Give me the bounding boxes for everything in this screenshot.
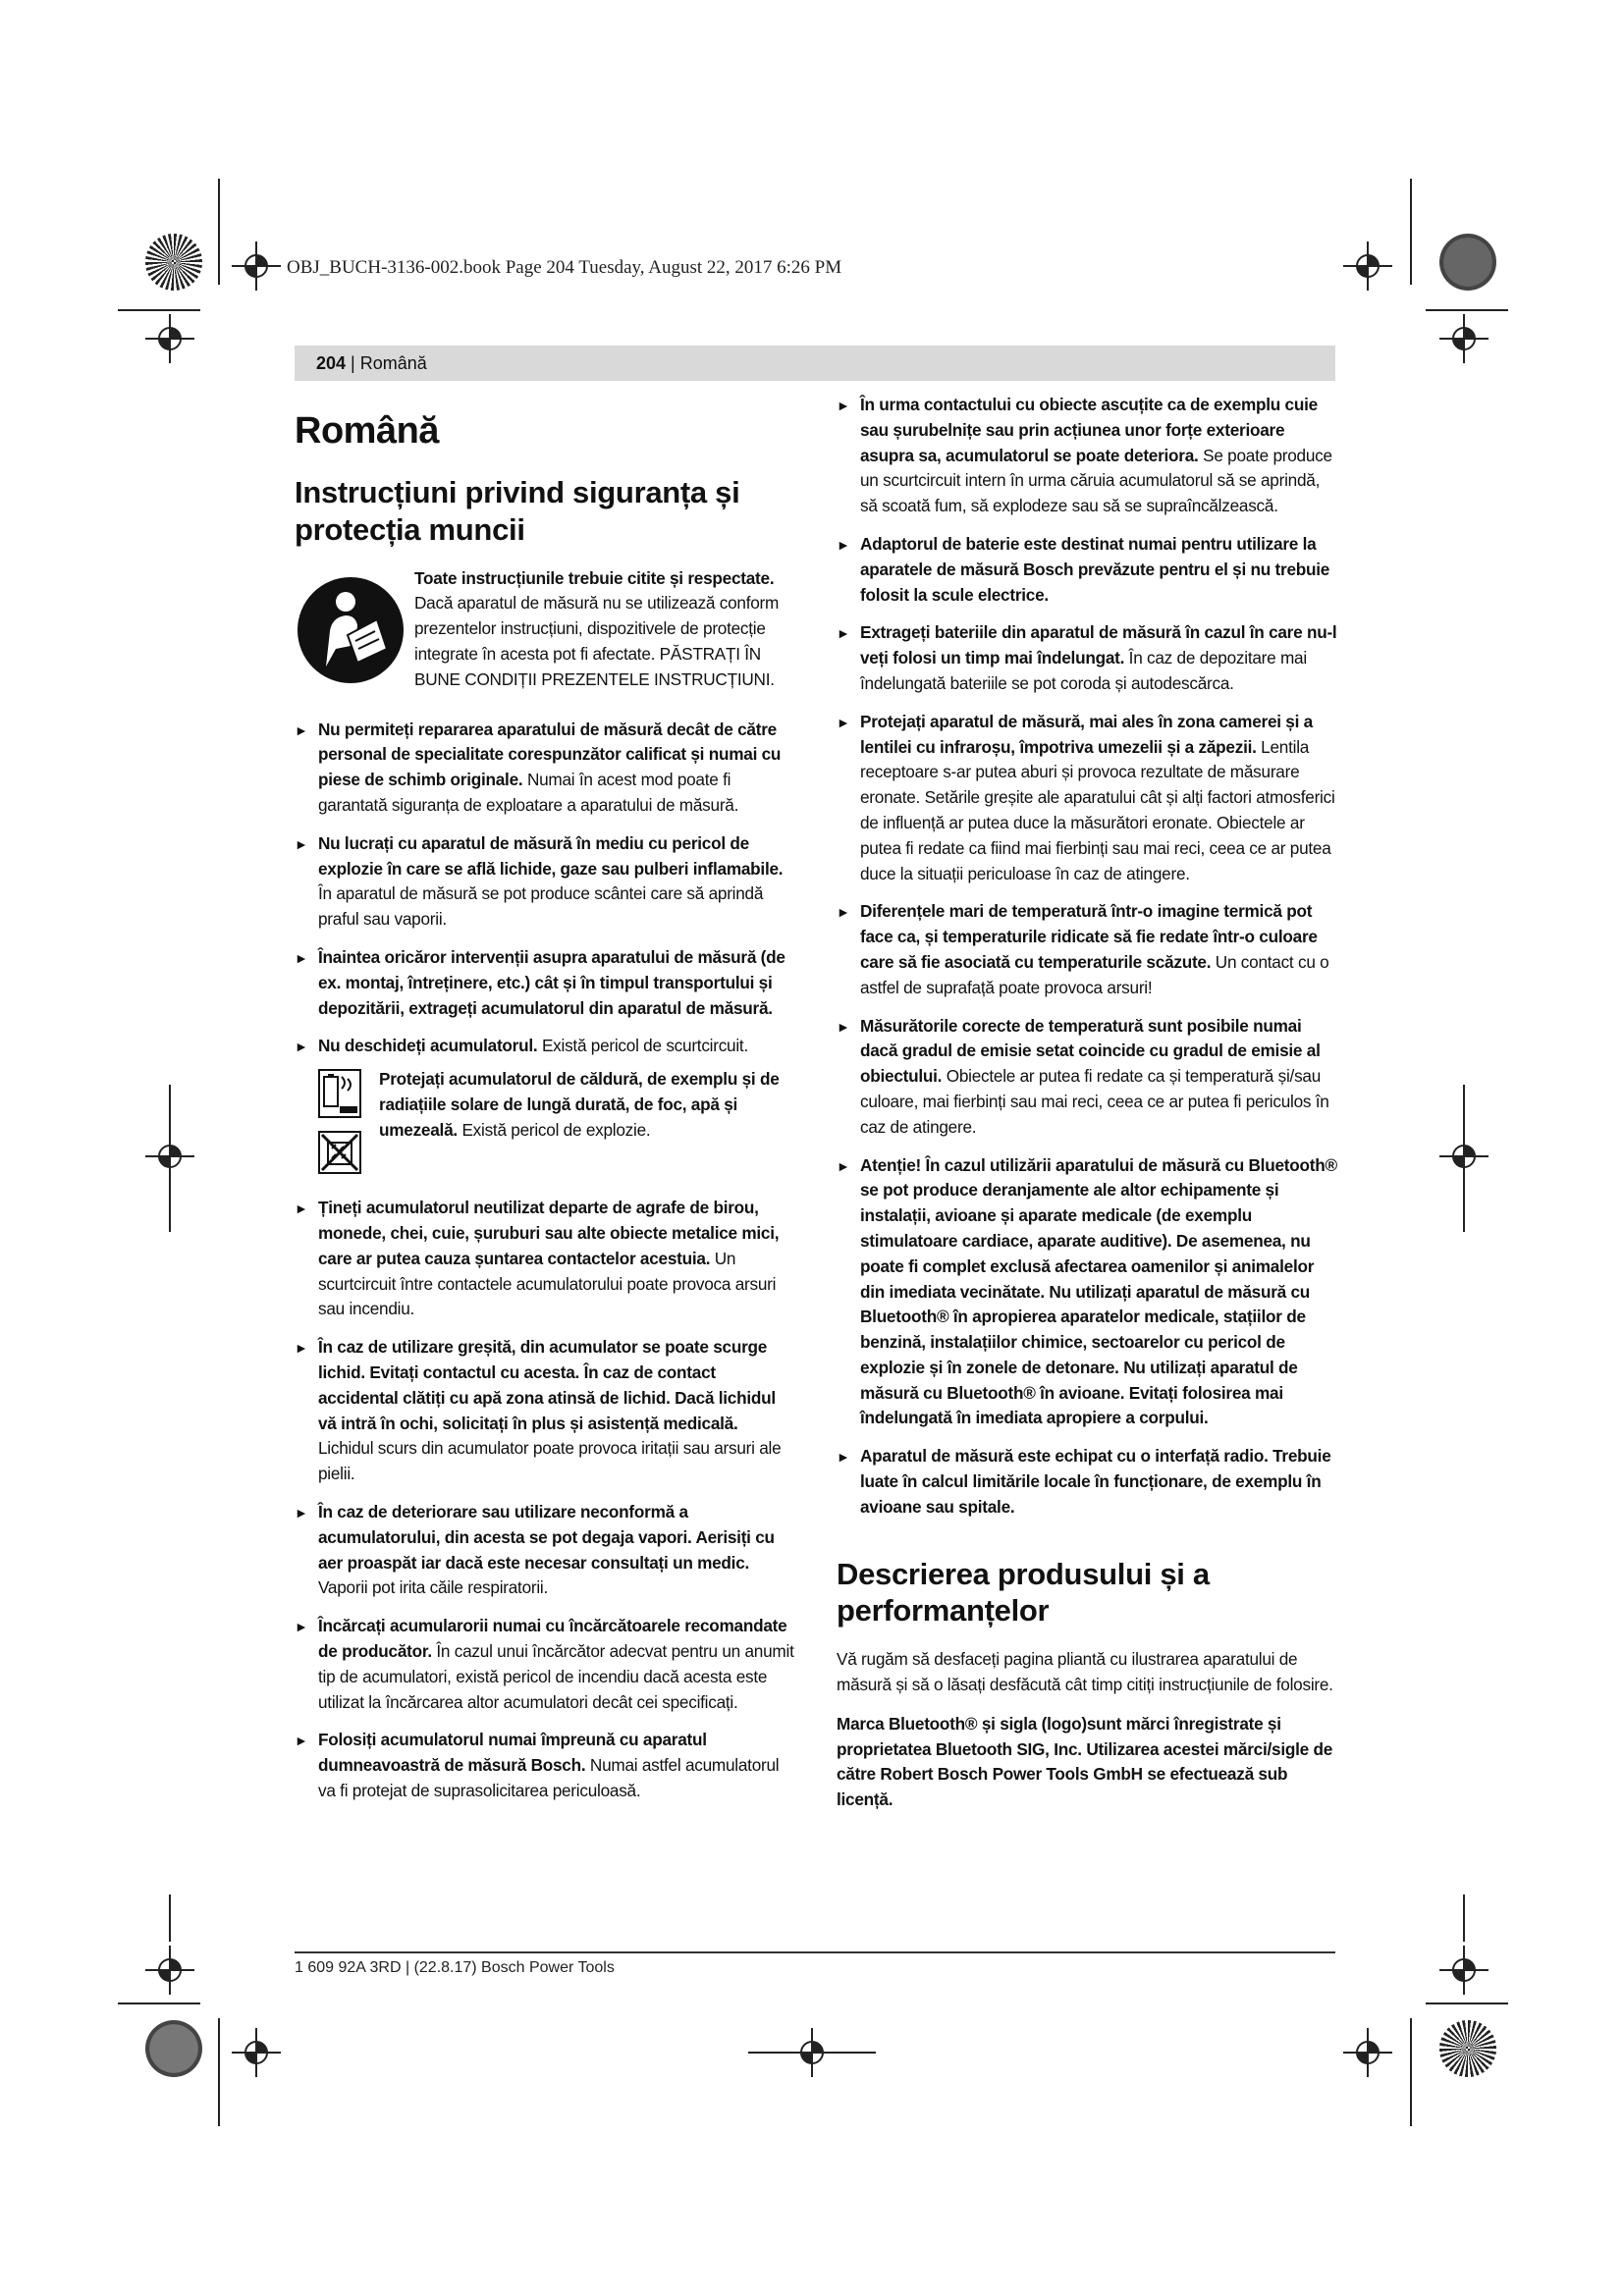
list-item: ► Diferențele mari de temperatură într-o imagine termică pot face ca, și temperaturile ridicate să fie redate într-o culoare care să fie asociată cu temperaturile scăzute. Un contact cu o astfel de suprafață poate provoca arsuri! (837, 901, 1329, 997)
left-column (295, 391, 795, 1817)
bullet-arrow-icon: ► (295, 1340, 308, 1357)
bullet-arrow-icon: ► (295, 835, 308, 852)
battery-warning-text: Protejați acumulatorul de căldură, de exemplu și de radiațiile solare de lungă durată, de foc, apă și umezeală. Există pericol de explozie. (379, 1069, 780, 1140)
header-separator: | (346, 353, 360, 373)
list-item: ► Extrageți bateriile din aparatul de măsură în cazul în care nu-l veți folosi un timp mai îndelungat. În caz de depozitare mai îndelungată bateriile se pot coroda și autodescărca. (837, 622, 1337, 693)
intro-bold: Toate instrucțiunile trebuie citite și respectate. (414, 567, 775, 588)
battery-heat-warning (318, 1067, 795, 1183)
list-item: ► Înaintea oricăror intervenții asupra aparatului de măsură (de ex. montaj, întreținere, etc.) cât și în timpul transportului și depozitării, extrageți acumulatorul din aparatul de măsură. (295, 947, 785, 1018)
registration-mark-right-lower (1439, 1946, 1489, 1995)
list-item: ► Folosiți acumulatorul numai împreună cu aparatul dumneavoastră de măsură Bosch. Numai astfel acumulatorul va fi protejat de suprasolicitarea periculoasă. (295, 1730, 780, 1800)
registration-mark-bottom-left (232, 2028, 281, 2077)
bullet-arrow-icon: ► (837, 398, 850, 413)
battery-heat-icon (318, 1069, 361, 1118)
bullet-arrow-icon: ► (837, 904, 850, 921)
bullet-arrow-icon: ► (295, 1733, 308, 1749)
bullet-arrow-icon: ► (295, 1504, 308, 1521)
page-title: Română (295, 410, 439, 452)
bullet-arrow-icon: ► (837, 1449, 850, 1466)
list-item: ► Atenție! În cazul utilizării aparatului de măsură cu Bluetooth® se pot produce deranjamente ale altor echipamente și instalații, avioane și aparate medicale (de exemplu stimulatoare cardiace, aparate auditive). De asemenea, nu poate fi complet exclusă afectarea oamenilor și animalelor din imediata vecinătate. Nu utilizați aparatul de măsură cu Bluetooth® în apropierea aparatelor medicale, stațiilor de benzină, instalațiilor chimice, sectoarelor cu pericol de explozie și în zonele de detonare. Nu utilizați aparatul de măsură cu Bluetooth® în avioane. Evitați folosirea mai îndelungată în imediata apropiere a corpului. (837, 1154, 1337, 1428)
intro-paragraph (414, 566, 795, 693)
bullet-arrow-icon: ► (837, 1018, 850, 1035)
section-heading-safety: Instrucțiuni privind siguranța și protecția muncii (295, 475, 740, 547)
intro-text: Dacă aparatul de măsură nu se utilizează conform prezentelor instrucțiuni, dispozitivele de protecție integrate în acesta pot fi afectate. PĂSTRAȚI ÎN BUNE CONDIȚII PREZENTELE INSTRUCȚIUNI. (414, 593, 780, 689)
bullet-arrow-icon: ► (837, 714, 850, 730)
bullet-arrow-icon: ► (837, 536, 850, 553)
color-bar-sunburst-bottom-left (145, 2020, 202, 2077)
page-header (316, 353, 427, 374)
page-number: 204 (316, 353, 347, 373)
no-water-icon (318, 1131, 361, 1174)
registration-mark-top-left (232, 241, 281, 291)
registration-mark-right-upper (1439, 314, 1489, 363)
list-item: ► Țineți acumulatorul neutilizat departe de agrafe de birou, monede, chei, cuie, șuruburi sau alte obiecte metalice mici, care ar putea cauza șuntarea contactelor acestuia. Un scurtcircuit între contactele acumulatorului poate provoca arsuri sau incendiu. (295, 1198, 780, 1319)
print-slug-line: OBJ_BUCH-3136-002.book Page 204 Tuesday, August 22, 2017 6:26 PM (287, 257, 842, 278)
bullet-arrow-icon: ► (295, 1619, 308, 1635)
list-item: ► Măsurătorile corecte de temperatură sunt posibile numai dacă gradul de emisie setat coincide cu gradul de emisie al obiectului. Obiectele ar putea fi redate ca și temperatură și/sau culoare, mai fierbinți sau mai reci, ceea ce ar putea fi periculos în caz de atingere. (837, 1015, 1329, 1137)
list-item: ► Nu deschideți acumulatorul. Există pericol de scurtcircuit. (295, 1034, 795, 1059)
registration-mark-top-right (1343, 241, 1392, 291)
list-item: ► În urma contactului cu obiecte ascuțite ca de exemplu cuie sau șurubelnițe sau prin acțiunea unor forțe exterioare asupra sa, acumulatorul se poate deteriora. Se poate produce un scurtcircuit intern în urma căruia acumulatorul să se aprindă, să scoată fum, să explodeze sau să se supraîncălzească. (837, 395, 1332, 516)
trademark-paragraph: Marca Bluetooth® și sigla (logo)sunt mărci înregistrate și proprietatea Bluetooth SIG, Inc. Utilizarea acestei mărci/sigle de către Robert Bosch Power Tools GmbH se efectuează sub licență. (837, 1713, 1333, 1810)
color-bar-sunburst-bottom-right (1439, 2020, 1496, 2077)
product-paragraph: Vă rugăm să desfaceți pagina pliantă cu ilustrarea aparatului de măsură și să o lăsați desfăcută cât timp citiți instrucțiunile de folosire. (837, 1649, 1333, 1695)
list-item: ► Încărcați acumularorii numai cu încărcătoarele recomandate de producător. În cazul unui încărcător adecvat pentru un anumit tip de acumulatori, există pericol de incendiu dacă acesta este utilizat la încărcarea altor acumulatori decât cei specificați. (295, 1616, 794, 1712)
bullet-arrow-icon: ► (295, 950, 308, 966)
intro-warning (295, 566, 795, 704)
footer-rule (295, 1951, 1335, 1953)
color-bar-sunburst-top-right (1439, 234, 1496, 291)
list-item: ► Nu permiteți repararea aparatului de măsură decât de către personal de specialitate corespunzător calificat și numai cu piese de schimb originale. Numai în acest mod poate fi garantată siguranța de exploatare a aparatului de măsură. (295, 719, 782, 816)
list-item: ► În caz de deteriorare sau utilizare neconformă a acumulatorului, din acesta se pot degaja vapori. Aerisiți cu aer proaspăt iar dacă este necesar consultați un medic. Vaporii pot irita căile respiratorii. (295, 1501, 775, 1598)
section-heading-product: Descrierea produsului și a performanțelor (837, 1556, 1210, 1629)
bullet-arrow-icon: ► (295, 1201, 308, 1217)
registration-mark-left-lower (145, 1946, 194, 1995)
bullet-arrow-icon: ► (295, 1039, 308, 1055)
bullet-arrow-icon: ► (837, 625, 850, 642)
page-header-bar (295, 346, 1335, 381)
list-item: ► În caz de utilizare greșită, din acumulator se poate scurge lichid. Evitați contactul cu acesta. În caz de contact accidental clătiți cu apă zona atinsă de lichid. Dacă lichidul vă intră în ochi, solicitați în plus și asistență medicală. Lichidul scurs din acumulator poate provoca iritații sau arsuri ale pielii. (295, 1337, 782, 1484)
list-item: ► Adaptorul de baterie este destinat numai pentru utilizare la aparatele de măsură Bosch prevăzute pentru el și nu trebuie folosit la scule electrice. (837, 533, 1330, 605)
bullet-arrow-icon: ► (837, 1157, 850, 1174)
list-item: ► Nu lucrați cu aparatul de măsură în mediu cu pericol de explozie în care se află lichide, gaze sau pulberi inflamabile. În aparatul de măsură se pot produce scântei care să aprindă praful sau vaporii. (295, 832, 784, 930)
color-bar-sunburst-top-left (145, 234, 202, 291)
warning-icons (318, 1069, 361, 1179)
right-column (837, 393, 1337, 1827)
list-item: ► Protejați aparatul de măsură, mai ales în zona camerei și a lentilei cu infraroșu, împotriva umezelii și a zăpezii. Lentila receptoare s-ar putea aburi și provoca rezultate de măsurare eronate. Setările greșite ale aparatului cât și alți factori atmosferici de influență ar putea duce la măsurători eronate. Obiectele ar putea fi redate ca fiind mai fierbinți sau mai reci, ceea ce ar putea duce la situații periculoase în caz de atingere. (837, 711, 1335, 883)
header-language: Română (359, 353, 427, 373)
list-item: ► Aparatul de măsură este echipat cu o interfață radio. Trebuie luate în calcul limitările locale în funcționare, de exemplu în avioane sau spitale. (837, 1446, 1331, 1517)
page-footer: 1 609 92A 3RD | (22.8.17) Bosch Power Tools (295, 1959, 615, 1976)
bullet-arrow-icon: ► (295, 721, 308, 738)
read-manual-icon (297, 576, 405, 684)
registration-mark-bottom-right (1343, 2028, 1392, 2077)
registration-mark-left-upper (145, 314, 194, 363)
